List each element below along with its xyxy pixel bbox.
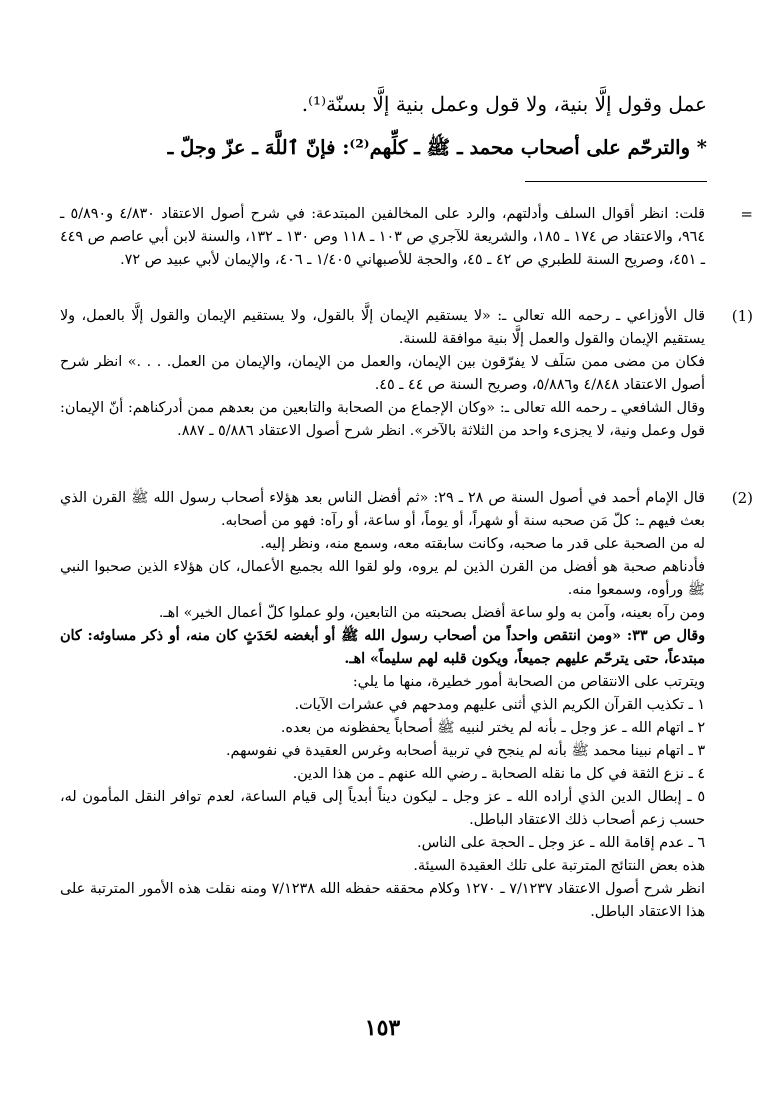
footnote-2 xyxy=(60,487,753,924)
footnote-paragraph: وقال الشافعي ـ رحمه الله تعالى ـ: «وكان الإجماع من الصحابة والتابعين من بعدهم ممن أدركناهم: أنّ الإيمان: قول وعمل ونية، لا يجزىء واحد من الثلاثة بالآخر». انظر شرح أصول الاعتقاد ٥/٨٨٦ ـ ٨٨٧. xyxy=(60,400,705,439)
footnote-marker: (1) xyxy=(731,307,753,325)
footnote-paragraph: ومن رآه بعينه، وآمن به ولو ساعة أفضل بصحبته من التابعين، ولو عملوا كلّ أعمال الخير» اهـ. xyxy=(158,605,705,621)
footnote-list-item: ٣ ـ اتهام نبينا محمد ﷺ بأنه لم ينجح في تربية أصحابه وغرس العقيدة في نفوسهم. xyxy=(226,743,705,759)
footnote-paragraph: فكان من مضى ممن سَلَف لا يفرّقون بين الإيمان، والعمل من الإيمان، والإيمان من العمل. . . .» انظر شرح أصول الاعتقاد ٤/٨٤٨ و٥/٨٨٦، وصريح السنة ص ٤٤ ـ ٤٥. xyxy=(60,354,705,393)
footnote-list-item: ٦ ـ عدم إقامة الله ـ عز وجل ـ الحجة على الناس. xyxy=(417,835,705,851)
footnote-1 xyxy=(60,305,753,443)
footnote-paragraph: ويترتب على الانتقاص من الصحابة أمور خطيرة، منها ما يلي: xyxy=(352,674,705,690)
footnote-paragraph: قال الإمام أحمد في أصول السنة ص ٢٨ ـ ٢٩: «ثم أفضل الناس بعد هؤلاء أصحاب رسول الله ﷺ القرن الذي بعث فيهم ـ: كلّ مَن صحبه سنة أو شهراً، أو يوماً، أو ساعة، أو رآه: فهو من أصحابه. xyxy=(60,490,705,529)
footnote-marker: = xyxy=(740,205,753,223)
footnote-body xyxy=(60,487,705,924)
footnote-continued xyxy=(60,203,753,272)
footnote-paragraph: قال الأوزاعي ـ رحمه الله تعالى ـ: «لا يستقيم الإيمان إلَّا بالقول، ولا يستقيم الإيمان والقول إلَّا بالعمل، ولا يستقيم الإيمان والقول والعمل إلَّا بنية موافقة للسنة. xyxy=(60,308,705,347)
footnote-paragraph: قلت: انظر أقوال السلف وأدلتهم، والرد على المخالفين المبتدعة: في شرح أصول الاعتقاد ٤/٨٣٠ و٥/٨٩٠ ـ ٩٦٤، والاعتقاد ص ١٧٤ ـ ١٨٥، والشريعة للآجري ص ١٠٣ ـ ١١٨ وص ١٣٠ ـ ١٣٢، والسنة لابن أبي عاصم ص ٤٤٩ ـ ٤٥١، وصريح السنة للطبري ص ٤٢ ـ ٤٥، والحجة للأصبهاني ١/٤٠٥ ـ ٤٠٦، والإيمان لأبي عبيد ص ٧٢. xyxy=(60,206,706,268)
footnote-paragraph-quote: وقال ص ٣٣: «ومن انتقص واحداً من أصحاب رسول الله ﷺ أو أبغضه لحَدَثٍ كان منه، أو ذكر مساوئه: كان مبتدعاً، حتى يترحّم عليهم جميعاً، ويكون قلبه لهم سليماً» اهـ. xyxy=(60,628,705,667)
footnote-list-item: ٢ ـ اتهام الله ـ عز وجل ـ بأنه لم يختر لنبيه ﷺ أصحاباً يحفظونه من بعده. xyxy=(280,720,705,736)
footnote-list-item: ١ ـ تكذيب القرآن الكريم الذي أثنى عليهم ومدحهم في عشرات الآيات. xyxy=(294,697,705,713)
footnote-list-item: ٤ ـ نزع الثقة في كل ما نقله الصحابة ـ رضي الله عنهم ـ من هذا الدين. xyxy=(292,766,705,782)
page-number: ١٥٣ xyxy=(364,1015,401,1041)
footnote-list-item: ٥ ـ إبطال الدين الذي أراده الله ـ عز وجل ـ ليكون ديناً أبدياً إلى قيام الساعة، لعدم توافر النقل المأمون له، حسب زعم أصحاب ذلك الاعتقاد الباطل. xyxy=(60,789,705,828)
footnote-paragraph: له من الصحبة على قدر ما صحبه، وكانت سابقته معه، وسمع منه، ونظر إليه. xyxy=(260,536,705,552)
footnote-body xyxy=(60,305,705,443)
main-text-line-2: * والترحّم على أصحاب محمد ـ ﷺ ـ كلِّهم⁽²⁾: فإنّ ٱللَّهَ ـ عزّ وجلّ ـ xyxy=(167,136,707,159)
footnote-marker: (2) xyxy=(731,489,753,507)
footnote-paragraph: انظر شرح أصول الاعتقاد ٧/١٢٣٧ ـ ١٢٧٠ وكلام محققه حفظه الله ٧/١٢٣٨ ومنه نقلت هذه الأمور المترتبة على هذا الاعتقاد الباطل. xyxy=(60,881,705,920)
footnote-paragraph: هذه بعض النتائج المترتبة على تلك العقيدة السيئة. xyxy=(413,858,705,874)
footnote-paragraph: فأدناهم صحبة هو أفضل من القرن الذين لم يروه، ولو لقوا الله بجميع الأعمال، كان هؤلاء الذين صحبوا النبي ﷺ ورأوه، وسمعوا منه. xyxy=(60,559,705,598)
main-text-line-1: عمل وقول إلَّا بنية، ولا قول وعمل بنية إلَّا بسنّة⁽¹⁾. xyxy=(301,92,707,116)
footnote-separator xyxy=(525,181,707,182)
footnote-body xyxy=(60,203,705,272)
